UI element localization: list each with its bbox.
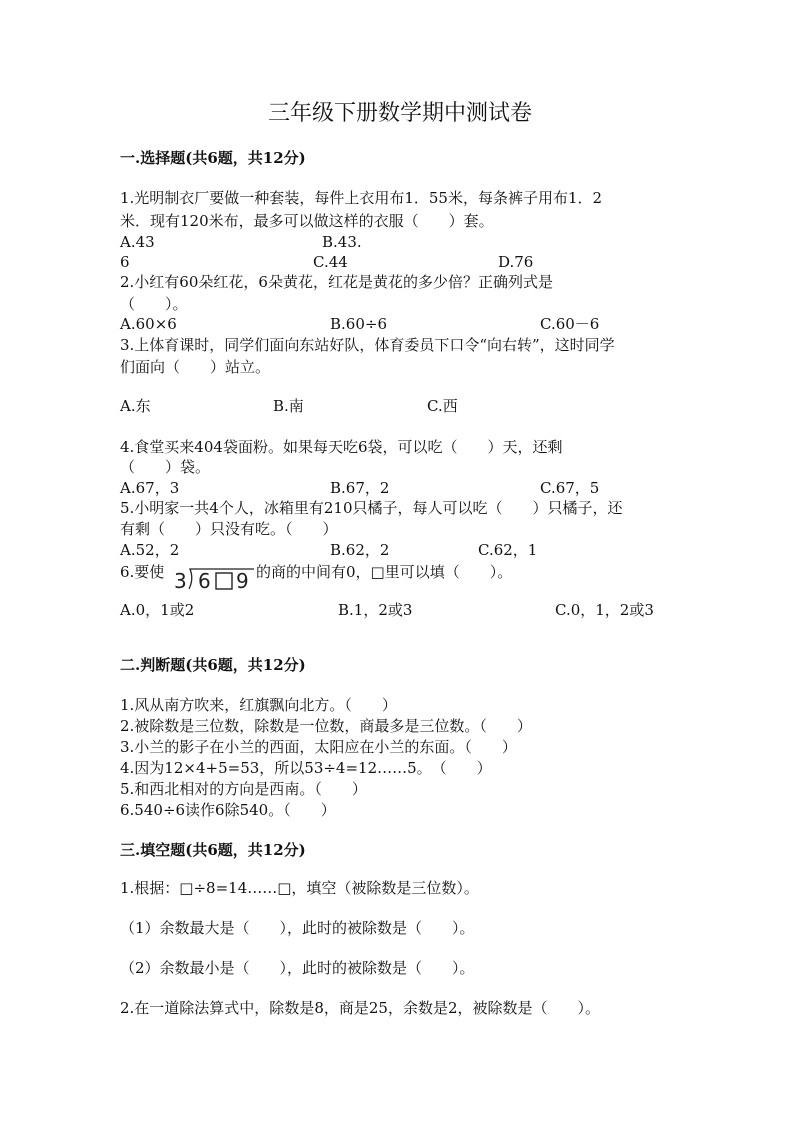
- long-division-figure: [172, 567, 254, 593]
- q1-option-b[interactable]: B.43.: [322, 233, 362, 251]
- q3-option-b[interactable]: B.南: [273, 397, 304, 415]
- q1-text-line2: 米．现有120米布，最多可以做这样的衣服（ ）套。: [120, 212, 494, 230]
- tf-item-1: 1.风从南方吹来，红旗飘向北方。（ ）: [120, 696, 397, 714]
- q6-option-c[interactable]: C.0，1，2或3: [555, 601, 654, 619]
- section-2-heading: 二.判断题(共6题，共12分): [120, 656, 306, 674]
- q3-option-a[interactable]: A.东: [120, 397, 151, 415]
- q6-option-a[interactable]: A.0，1或2: [120, 601, 195, 619]
- fill-q1-part1: （1）余数最大是（ ），此时的被除数是（ ）。: [120, 919, 475, 937]
- tf-item-5: 5.和西北相对的方向是西南。（ ）: [120, 780, 367, 798]
- q3-text-line1: 3.上体育课时，同学们面向东站好队，体育委员下口令“向右转”，这时同学: [120, 336, 615, 354]
- q3-text-line2: 们面向（ ）站立。: [120, 358, 271, 376]
- q5-option-c[interactable]: C.62，1: [478, 541, 538, 559]
- q1-option-c[interactable]: C.44: [313, 253, 348, 271]
- division-divisor: 3: [174, 569, 187, 593]
- q6-text-prefix: 6.要使: [120, 563, 165, 581]
- q1-text-line1: 1.光明制衣厂要做一种套装，每件上衣用布1．55米，每条裤子用布1．2: [120, 189, 603, 207]
- q2-text-line1: 2.小红有60朵红花，6朵黄花，红花是黄花的多少倍？正确列式是: [120, 273, 553, 291]
- tf-item-3: 3.小兰的影子在小兰的西面，太阳应在小兰的东面。（ ）: [120, 738, 517, 756]
- division-digit-1: 6: [198, 569, 211, 593]
- q5-text-line1: 5.小明家一共4个人，冰箱里有210只橘子，每人可以吃（ ）只橘子，还: [120, 499, 623, 517]
- q4-option-a[interactable]: A.67，3: [120, 479, 180, 497]
- q5-text-line2: 有剩（ ）只没有吃。（ ）: [120, 520, 338, 538]
- q4-option-b[interactable]: B.67，2: [330, 479, 390, 497]
- fill-q2-text: 2.在一道除法算式中，除数是8，商是25，余数是2，被除数是（ ）。: [120, 999, 600, 1017]
- blank-box-icon: [216, 573, 232, 589]
- q4-text-line1: 4.食堂买来404袋面粉。如果每天吃6袋，可以吃（ ）天，还剩: [120, 438, 563, 456]
- tf-item-2: 2.被除数是三位数，除数是一位数，商最多是三位数。（ ）: [120, 717, 532, 735]
- fill-q1-text: 1.根据：□÷8=14……□，填空（被除数是三位数）。: [120, 879, 479, 897]
- q2-option-c[interactable]: C.60－6: [540, 315, 600, 333]
- q6-text-suffix: 的商的中间有0，□里可以填（ ）。: [256, 563, 513, 581]
- q6-option-b[interactable]: B.1，2或3: [338, 601, 413, 619]
- q2-option-a[interactable]: A.60×6: [120, 315, 177, 333]
- q2-option-b[interactable]: B.60÷6: [330, 315, 387, 333]
- section-3-heading: 三.填空题(共6题，共12分): [120, 841, 306, 859]
- q1-option-b-continued: 6: [120, 253, 130, 271]
- division-digit-3: 9: [236, 569, 249, 593]
- q5-option-a[interactable]: A.52，2: [120, 541, 180, 559]
- q3-option-c[interactable]: C.西: [427, 397, 458, 415]
- q1-option-a[interactable]: A.43: [120, 233, 155, 251]
- q1-option-d[interactable]: D.76: [498, 253, 534, 271]
- tf-item-4: 4.因为12×4+5=53，所以53÷4=12……5。 （ ）: [120, 759, 492, 777]
- q4-option-c[interactable]: C.67，5: [540, 479, 600, 497]
- section-1-heading: 一.选择题(共6题，共12分): [120, 149, 306, 167]
- q4-text-line2: （ ）袋。: [120, 458, 211, 476]
- page-title: 三年级下册数学期中测试卷: [267, 101, 532, 126]
- fill-q1-part2: （2）余数最小是（ ），此时的被除数是（ ）。: [120, 959, 475, 977]
- q2-text-line2: （ ）。: [120, 295, 188, 313]
- tf-item-6: 6.540÷6读作6除540。（ ）: [120, 801, 336, 819]
- q5-option-b[interactable]: B.62，2: [330, 541, 390, 559]
